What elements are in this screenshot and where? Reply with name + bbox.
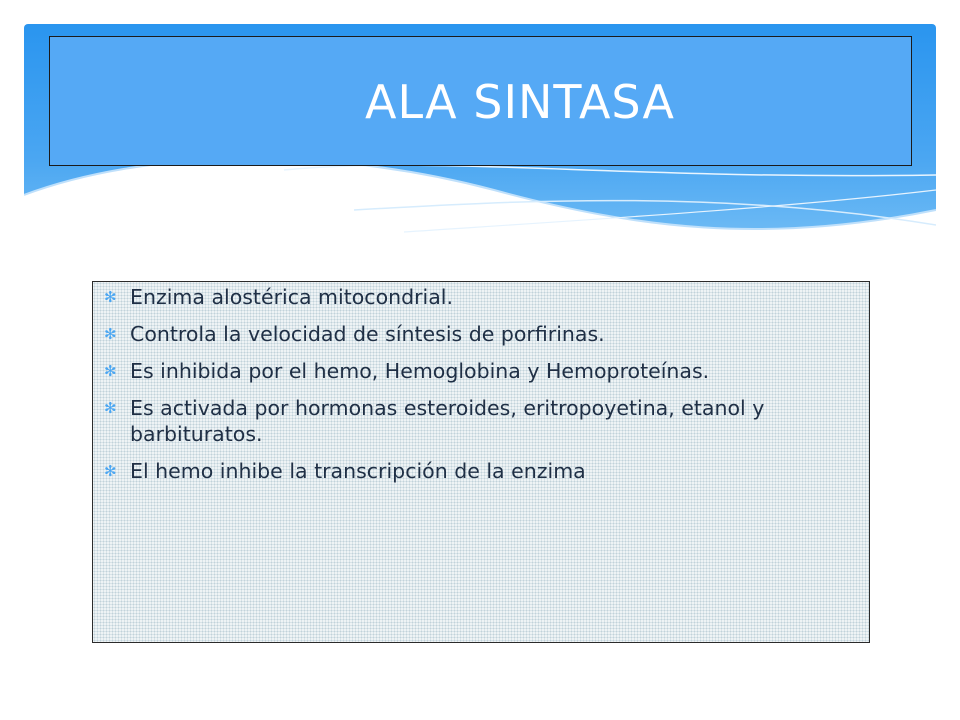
bullet-text: Enzima alostérica mitocondrial. xyxy=(130,285,454,309)
bullet-list xyxy=(104,284,864,495)
list-item xyxy=(104,358,864,384)
list-item xyxy=(104,284,864,310)
list-item xyxy=(104,458,864,484)
asterisk-icon: ✻ xyxy=(104,362,117,380)
asterisk-icon: ✻ xyxy=(104,325,117,343)
asterisk-icon: ✻ xyxy=(104,288,117,306)
asterisk-icon: ✻ xyxy=(104,462,117,480)
list-item xyxy=(104,395,864,447)
bullet-text: Controla la velocidad de síntesis de porfirinas. xyxy=(130,322,605,346)
header-wave-decoration xyxy=(24,150,936,268)
bullet-text: Es activada por hormonas esteroides, eritropoyetina, etanol y barbituratos. xyxy=(130,396,765,446)
bullet-text: El hemo inhibe la transcripción de la enzima xyxy=(130,459,586,483)
asterisk-icon: ✻ xyxy=(104,399,117,417)
list-item xyxy=(104,321,864,347)
bullet-text: Es inhibida por el hemo, Hemoglobina y Hemoproteínas. xyxy=(130,359,710,383)
slide-title: ALA SINTASA xyxy=(365,75,675,129)
title-box xyxy=(49,36,912,166)
